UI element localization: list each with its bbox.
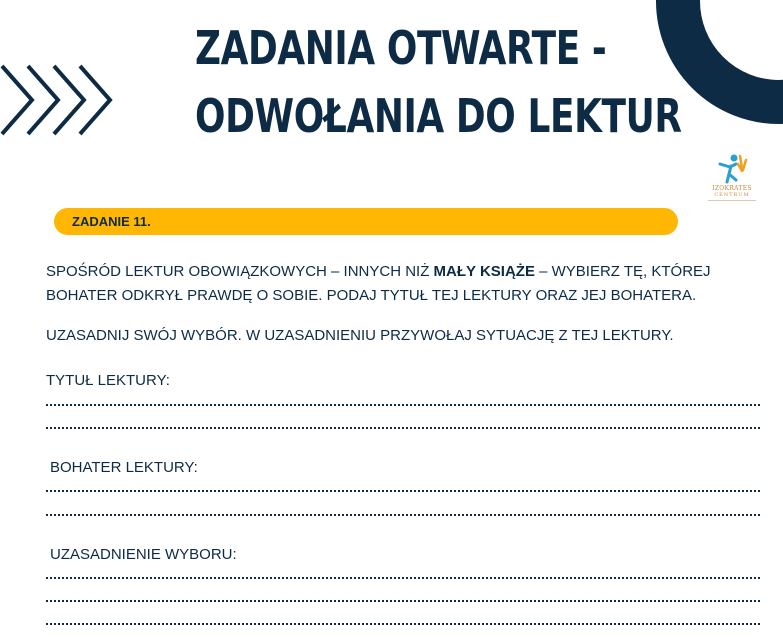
instruction-text-start: SPOŚRÓD LEKTUR OBOWIĄZKOWYCH – INNYCH NIŻ [46,263,434,280]
page-title-line-1: ZADANIA OTWARTE - [195,21,607,75]
justification-answer-line-1[interactable] [46,577,760,579]
logo-figure-icon [700,152,764,186]
logo-name: IZOKRATES [712,185,752,192]
hero-answer-line-1[interactable] [46,490,760,492]
instruction-text-end: – WYBIERZ TĘ, KTÓREJ BOHATER ODKRYŁ PRAWDĘ O SOBIE. PODAJ TYTUŁ TEJ LEKTURY ORAZ JEJ BOHATERA. [46,263,711,304]
instruction-book-title: MAŁY KSIĄŻE [433,263,535,280]
logo-divider [708,200,756,201]
task-number: ZADANIE 11. [72,214,151,229]
title-field-label: TYTUŁ LEKTURY: [46,372,170,389]
task-header-bar [54,208,678,235]
izokrates-logo [700,152,764,204]
task-instruction [46,260,766,308]
justification-answer-line-2[interactable] [46,600,760,602]
title-answer-line-2[interactable] [46,427,760,429]
logo-subtitle: CENTRUM [714,192,750,198]
page-title-line-2: ODWOŁANIA DO LEKTUR [195,89,682,143]
hero-answer-line-2[interactable] [46,514,760,516]
justification-answer-line-3[interactable] [46,623,760,625]
page-title [195,14,682,150]
task-instruction-2: UZASADNIJ SWÓJ WYBÓR. W UZASADNIENIU PRZYWOŁAJ SYTUACJĘ Z TEJ LEKTURY. [46,327,674,344]
justification-field-label: UZASADNIENIE WYBORU: [50,546,237,563]
title-answer-line-1[interactable] [46,404,760,406]
hero-field-label: BOHATER LEKTURY: [50,459,198,476]
chevrons-decoration [0,62,118,138]
